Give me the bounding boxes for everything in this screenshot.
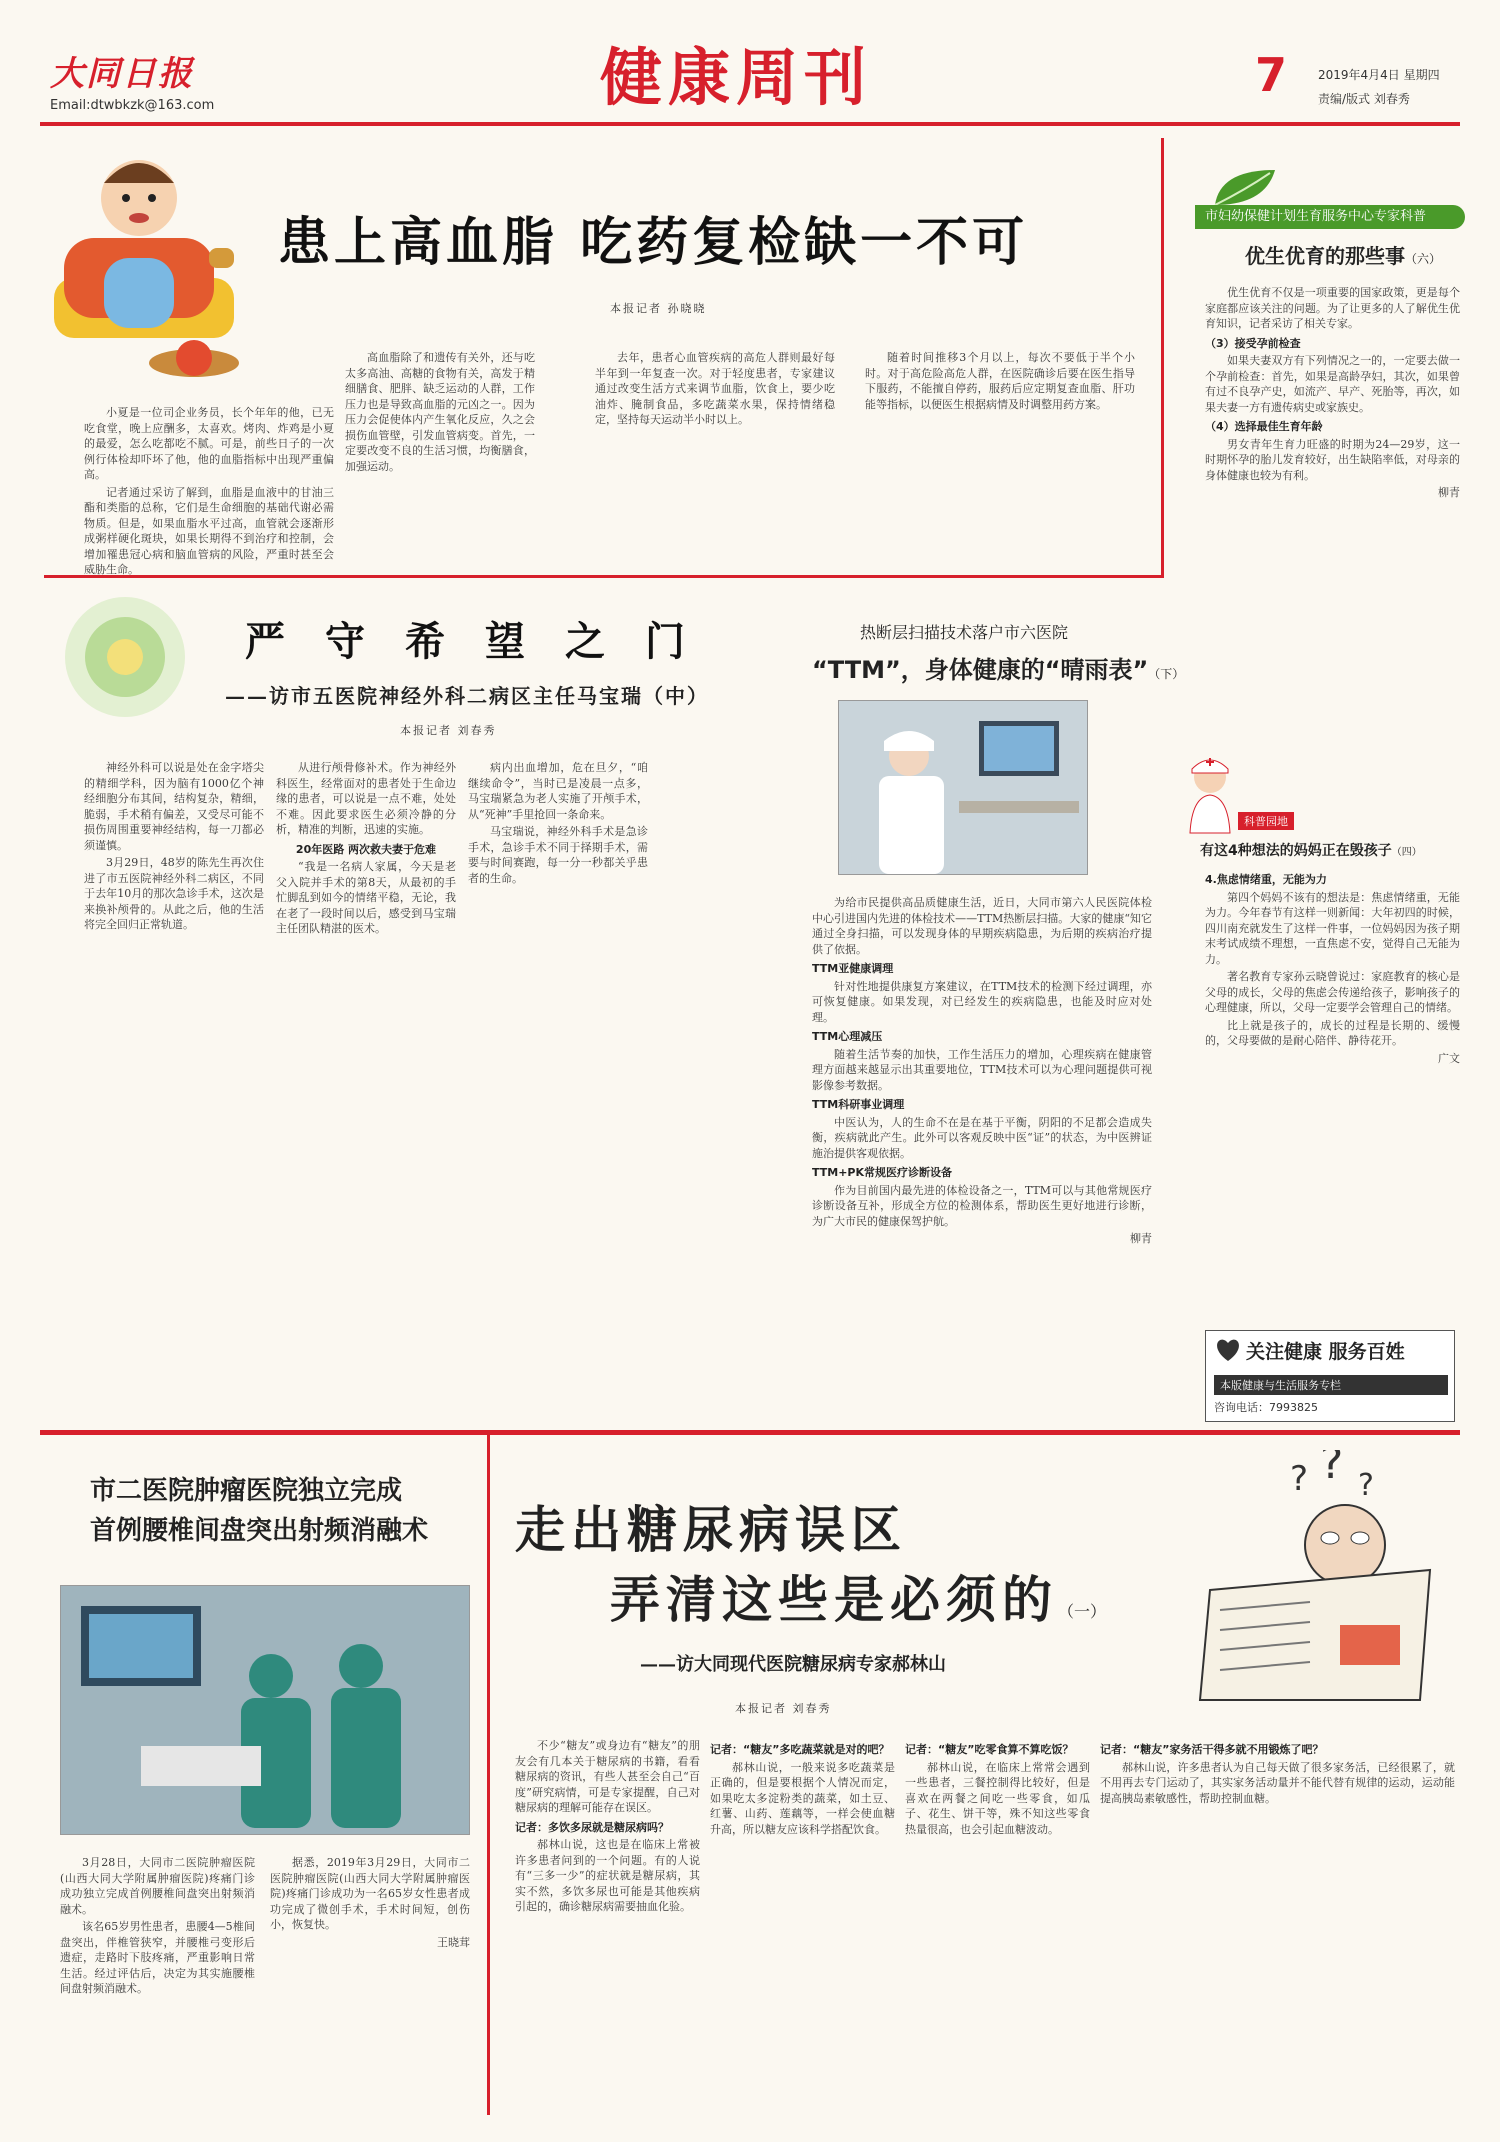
article7-col3: 记者：“糖友”吃零食算不算吃饭？ 郝林山说，在临床上常常会遇到一些患者，三餐控制得比较好，但是喜欢在两餐之间吃一些零食，如瓜子、花生、饼干等，殊不知这些零食热量很高，也会引起血糖波动。 [905,1743,1090,1836]
article2-title: 严守希望之门 [245,619,725,665]
article1-col1: 小夏是一位司企业务员，长个年年的他，已无吃食堂，晚上应酬多，太喜欢。烤肉、炸鸡是小夏的最爱，怎么吃都吃不腻。可是，前些日子的一次例行体检却吓坏了他，他的血脂指标中出现严重偏高。 记者通过采访了解到，血脂是血液中的甘油三酯和类脂的总称，它们是生命细胞的基础代谢必需物质。但是，如果血脂水平过高，血管就会逐渐形成粥样硬化斑块，如果长期得不到治疗和控制，会增加罹患冠心病和脑血管病的风险，严重时甚至会威胁生命。 [84,406,334,575]
paper-name-logo: 大同日报 [50,54,194,94]
article4-banner: 市妇幼保健计划生育服务中心专家科普 [1195,205,1465,229]
masthead-editors: 责编/版式 刘春秀 [1318,92,1410,106]
article7-col2: 记者：“糖友”多吃蔬菜就是对的吧？ 郝林山说，一般来说多吃蔬菜是正确的，但是要根据个人情况而定，如果吃太多淀粉类的蔬菜，如土豆、红薯、山药、莲藕等，一样会使血糖升高，所以糖友应该科学搭配饮食。 [710,1743,895,1836]
article5-tag: 科普园地 [1238,812,1294,830]
article5-title [1200,840,1422,860]
article2-subtitle: ——访市五医院神经外科二病区主任马宝瑞（中） [225,684,709,708]
promo-phone: 咨询电话：7993825 [1214,1401,1318,1414]
article2-byline: 本报记者 刘春秀 [400,724,497,737]
article6-title-line1: 市二医院肿瘤医院独立完成 [90,1476,403,1506]
article2-col1: 神经外科可以说是处在金字塔尖的精细学科，因为脑有1000亿个神经细胞分布其间，结构复杂，精细，脆弱，手术稍有偏差，又受尽可能不损伤周围重要神经结构，每一刀都必须谨慎。 3月29日，48岁的陈先生再次住进了市五医院神经外科二病区，不同于去年10月的那次急诊手术，这次是来换补颅骨的。从此之后，他的生活将完全回归正常轨道。 [84,761,264,931]
article6-title-line2: 首例腰椎间盘突出射频消融术 [90,1516,429,1546]
section-title: 健康周刊 [600,41,873,114]
old-man-newspaper-cartoon [1180,1450,1455,1710]
article5-title-text: 有这4种想法的妈妈正在毁孩子 [1200,843,1392,859]
svg-text:?: ? [1320,1450,1344,1489]
heart-icon [1214,1337,1242,1363]
article1-col4: 随着时间推移3个月以上，每次不要低于半个小时。对于高危险高危人群，在医院确诊后要在医生指导下服药，不能擅自停药，服药后应定期复查血脂、肝功能等指标，以便医生根据病情及时调整用药方案。 [865,351,1135,411]
article7-subtitle: ——访大同现代医院糖尿病专家郝林山 [640,1654,946,1675]
article7-col4: 记者：“糖友”家务活干得多就不用锻炼了吧？ 郝林山说，许多患者认为自己每天做了很多家务活，已经很累了，就不用再去专门运动了，其实家务活动量并不能代替有规律的运动，运动能提高胰岛素敏感性，帮助控制血糖。 [1100,1743,1455,1805]
svg-text:?: ? [1290,1459,1309,1499]
nurse-cartoon [1180,755,1240,835]
masthead-email: Email:dtwbkzk@163.com [50,98,215,113]
article7-title-line1: 走出糖尿病误区 [515,1501,907,1559]
page-number: 7 [1255,48,1288,102]
cartoon-fat-man [44,138,244,388]
article3-body: 为给市民提供高品质健康生活，近日，大同市第六人民医院体检中心引进国内先进的体检技术——TTM热断层扫描。大家的健康“知它通过全身扫描，可以发现身体的早期疾病隐患，为后期的疾病治疗提供了依据。 TTM亚健康调理 针对性地提供康复方案建议，在TTM技术的检测下经过调理，亦可恢复健康。如果发现，对已经发生的疾病隐患，也能及时应对处理。 TTM心理减压 随着生活节奏的加快，工作生活压力的增加，心理疾病在健康管理方面越来越显示出其重要地位，TTM技术可以为心理问题提供可视影像参考数据。 TTM科研事业调理 中医认为，人的生命不在是在基于平衡，阴阳的不足都会造成失衡，疾病就此产生。此外可以客观反映中医“证”的状态，为中医辨证施治提供客观依据。 TTM+PK常规医疗诊断设备 作为目前国内最先进的体检设备之一，TTM可以与其他常规医疗诊断设备互补，形成全方位的检测体系，帮助医生更好地进行诊断，为广大市民的健康保驾护航。 柳青 [812,896,1152,1245]
masthead [0,0,1500,130]
leaf-icon [1210,165,1280,210]
bottom-section-rule [40,1430,1460,1435]
article7-title-line2 [610,1560,1106,1632]
article7-part: （一） [1058,1602,1107,1621]
article5-part: （四） [1391,847,1422,858]
article4-body: 优生优育不仅是一项重要的国家政策，更是每个家庭都应该关注的问题。为了让更多的人了解优生优育知识，记者采访了相关专家。 （3）接受孕前检查 如果夫妻双方有下列情况之一的，一定要去做一个孕前检查：首先，如果是高龄孕妇，其次，如果曾有过不良孕产史，如流产、早产、死胎等，再次，如果夫妻一方有遗传病史或家族史。 （4）选择最佳生育年龄 男女青年生育力旺盛的时期为24—29岁，这一时期怀孕的胎儿发育较好，出生缺陷率低，对母亲的身体健康也较为有利。 柳青 [1205,286,1460,499]
article7-byline: 本报记者 刘春秀 [735,1702,832,1715]
promo-title: 关注健康 服务百姓 [1246,1341,1405,1363]
article6-col1: 3月28日，大同市二医院肿瘤医院(山西大同大学附属肿瘤医院)疼痛门诊成功独立完成首例腰椎间盘突出射频消融术。 该名65岁男性患者，患腰4—5椎间盘突出，伴椎管狭窄，并腰椎弓变形后遗症，走路时下肢疼痛，严重影响日常生活。经过评估后，决定为其实施腰椎间盘射频消融术。 [60,1856,255,1995]
article4-title [1245,240,1441,269]
article7-title-line2-text: 弄清这些是必须的 [610,1571,1058,1629]
surgery-photo [60,1585,470,1835]
article1-col3: 去年，患者心血管疾病的高危人群则最好每半年到一年复查一次。对于轻度患者，专家建议通过改变生活方式来调节血脂，饮食上，要少吃油炸、腌制食品，多吃蔬菜水果，保持情绪稳定，坚持每天运动半小时以上。 [595,351,835,426]
article3-kicker: 热断层扫描技术落户市六医院 [860,623,1069,642]
article7-col1: 不少“糖友”或身边有“糖友”的朋友会有几本关于糖尿病的书籍，看看糖尿病的资讯，有些人甚至会自己“百度”研究病情，可是专家提醒，自己对糖尿病的理解可能存在误区。 记者：多饮多尿就是糖尿病吗？ 郝林山说，这也是在临床上常被许多患者问到的一个问题。有的人说有“三多一少”的症状就是糖尿病，其实不然，多饮多尿也可能是其他疾病引起的，确诊糖尿病需要抽血化验。 [515,1739,700,1913]
article2-col3: 病内出血增加，危在旦夕，“咱继续命令”，当时已是凌晨一点多，马宝瑞紧急为老人实施了开颅手术，从“死神”手里抢回一条命来。 马宝瑞说，神经外科手术是急诊手术，急诊手术不同于择期手术，需要与时间赛跑，每一分一秒都关乎患者的生命。 [468,761,648,885]
bottom-vertical-rule [487,1435,490,2115]
article2-col2: 从进行颅骨修补术。作为神经外科医生，经常面对的患者处于生命边缘的患者，可以说是一点不难，处处不难。因此要求医生必须冷静的分析，精准的判断，迅速的实施。 20年医路 两次救夫妻于危难 “我是一名病人家属，今天是老父入院并手术的第8天，从最初的手忙脚乱到如今的情绪平稳，无论，我在老了一段时间以后，感受到马宝瑞主任团队精湛的医术。 [276,761,456,935]
ttm-exam-photo [838,700,1088,875]
article4-title-text: 优生优育的那些事 [1245,244,1405,268]
flower-decoration [60,592,190,722]
article1-byline: 本报记者 孙晓晓 [610,302,707,315]
article3-title [812,650,1184,685]
article1-title: 患上高血脂 吃药复检缺一不可 [278,213,1029,273]
article1-col2: 高血脂除了和遗传有关外，还与吃太多高油、高糖的食物有关，高发于精细膳食、肥胖、缺乏运动的人群，工作压力也是导致高血脂的元凶之一。因为压力会促使体内产生氧化反应，久之会损伤血管壁，引发血管病变。首先，一定要改变不良的生活习惯，均衡膳食，加强运动。 [345,351,535,473]
article5-body: 4.焦虑情绪重，无能为力 第四个妈妈不该有的想法是：焦虑情绪重，无能为力。今年春节有这样一则新闻：大年初四的时候，四川南充就发生了这样一件事，一位妈妈因为孩子期末考试成绩不理想，一直焦虑不安，觉得自己无能为力。 著名教育专家孙云晓曾说过：家庭教育的核心是父母的成长，父母的焦虑会传递给孩子，影响孩子的心理健康，所以，父母一定要学会管理自己的情绪。 比上就是孩子的，成长的过程是长期的、缓慢的，父母要做的是耐心陪伴、静待花开。 广文 [1205,873,1460,1065]
promo-box [1205,1330,1455,1422]
promo-sub: 本版健康与生活服务专栏 [1214,1375,1448,1395]
article3-title-text: “TTM”，身体健康的“晴雨表” [812,656,1149,684]
masthead-date: 2019年4月4日 星期四 [1318,68,1440,82]
svg-text:?: ? [1358,1468,1374,1503]
masthead-rule [40,122,1460,126]
article4-part: （六） [1405,252,1442,266]
article6-col2: 据悉，2019年3月29日，大同市二医院肿瘤医院(山西大同大学附属肿瘤医院)疼痛门诊成功为一名65岁女性患者成功完成了微创手术，手术时间短，创伤小，恢复快。 王晓茸 [270,1856,470,1949]
article3-part: （下） [1148,667,1185,681]
